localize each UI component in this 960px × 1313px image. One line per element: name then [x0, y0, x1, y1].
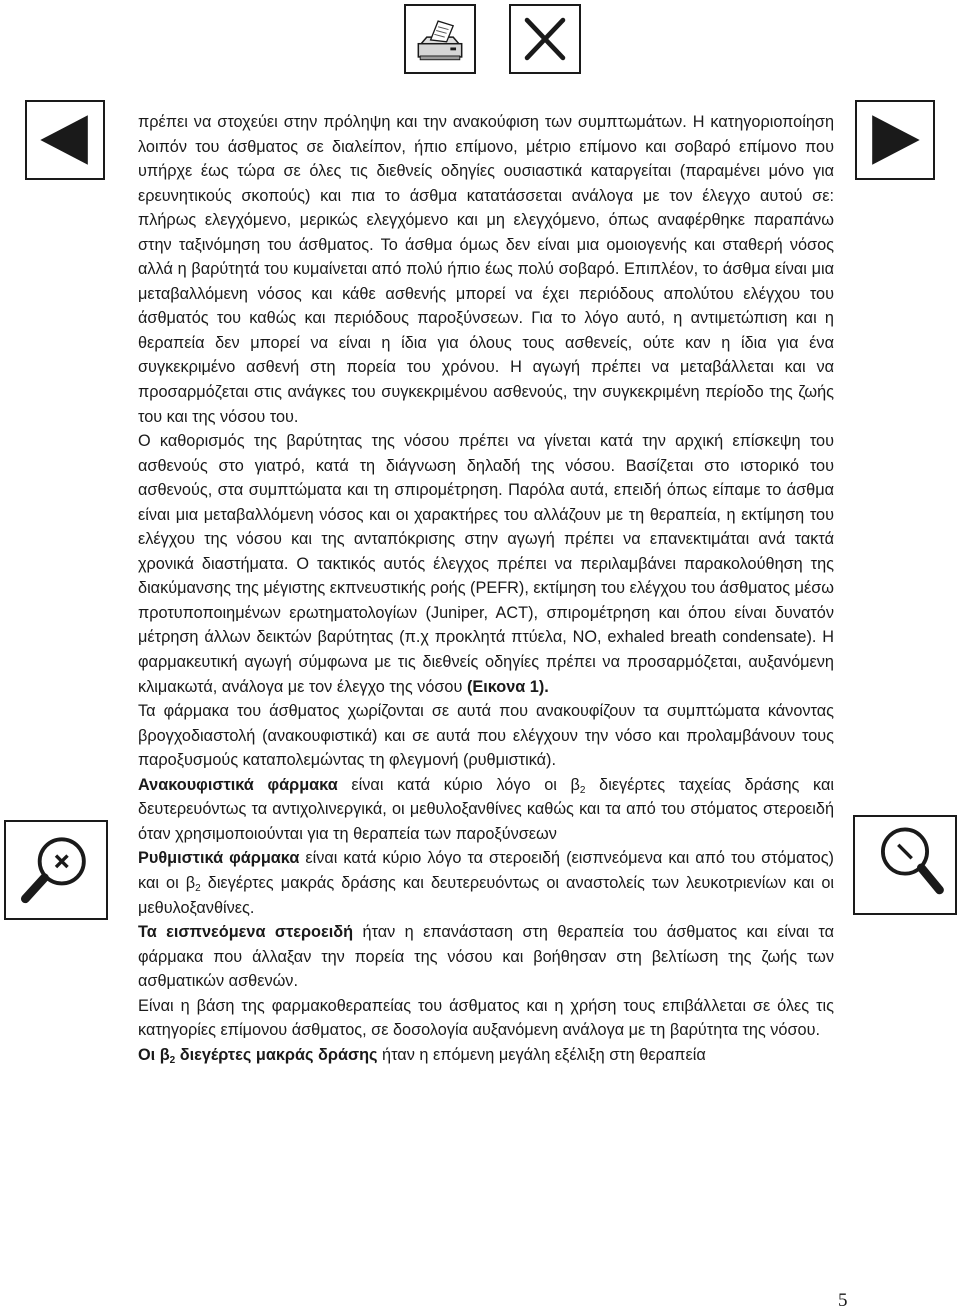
previous-page-button[interactable] — [25, 100, 105, 180]
inhaled-steroids-text: ήταν η επανάσταση στη θεραπεία του άσθματος και είναι τα φάρμακα που άλλαξαν την πορεία της νόσου και βοήθησαν στη βελτίωση της ζωής των ασθματικών ασθενών. — [138, 923, 834, 991]
controller-text-a: είναι κατά κύριο λόγο τα στεροειδή (εισπνεόμενα και από του στόματος) και οι β — [138, 849, 834, 892]
zoom-out-button[interactable] — [853, 815, 957, 915]
zoom-out-icon — [855, 817, 955, 913]
laba-text: ήταν η επόμενη μεγάλη εξέλιξη στη θεραπεία — [382, 1045, 706, 1064]
close-button[interactable] — [509, 4, 581, 74]
subscript-2: 2 — [195, 882, 201, 894]
next-page-button[interactable] — [855, 100, 935, 180]
reliever-text-b: διεγέρτες ταχείας δράσης και δευτερευόντως τα αντιχολινεργικά, οι μεθυλοξανθίνες καθώς και τα από του στόματος στεροειδή όταν χρησιμοποιούνται για τη θεραπεία των παροξύνσεων — [138, 775, 834, 843]
document-body — [138, 110, 834, 1067]
paragraph-treatment-goals: πρέπει να στοχεύει στην πρόληψη και την ανακούφιση των συμπτωμάτων. Η κατηγοριοποίηση λοιπόν του άσθματος σε διαλείπον, ήπιο επίμονο, μέτριο επίμονο και σοβαρό επίμονο που υπήρχε έως τώρα σε όλες τις διεθνείς οδηγίες ουσιαστικά καταργείται (παραμένει μόνο για ερευνητικούς σκοπούς) και πια το άσθμα κατατάσσεται ανάλογα με τον έλεγχο αυτού σε: πλήρως ελεγχόμενο, μερικώς ελεγχόμενο και μη ελεγχόμενο, όπως αναφέρθηκε παραπάνω στην ταξινόμηση του άσθματος. Το άσθμα όμως δεν είναι μια ομοιογενής και σταθερή νόσος αλλά η βαρύτητά του κυμαίνεται από πολύ ήπιο έως πολύ σοβαρό. Επιπλέον, το άσθμα είναι μια μεταβαλλόμενη νόσος και κάθε ασθενής μπορεί να έχει περιόδους απολύτου ελέγχου του άσθματός του καθώς και περιόδους παροξύνσεων. Για το λόγο αυτό, η αντιμετώπιση και η θεραπεία δεν μπορεί να είναι η ίδια για όλους τους ασθενείς, ούτε καν η ίδια για ένα συγκεκριμένο ασθενή στη πορεία του χρόνου. Η αγωγή πρέπει να μεταβάλλεται και να προσαρμόζεται στις ανάγκες του συγκεκριμένου ασθενούς, την συγκεκριμένη περίοδο της ζωής του και της νόσου του. — [138, 113, 834, 426]
page-number: 5 — [838, 1290, 848, 1311]
paragraph-steroid-basis: Είναι η βάση της φαρμακοθεραπείας του άσθματος και η χρήση τους επιβάλλεται σε όλες τις κατηγορίες επίμονου άσθματος, σε δοσολογία αυξανόμενη ανάλογα με τη βαρύτητα της νόσου. — [138, 996, 834, 1040]
close-icon — [511, 6, 579, 72]
laba-term — [138, 1046, 378, 1064]
figure-reference: (Εικονα 1). — [466, 677, 549, 696]
reliever-drugs-term: Ανακουφιστικά φάρμακα — [138, 775, 338, 794]
arrow-left-icon — [27, 102, 103, 178]
severity-text: Ο καθορισμός της βαρύτητας της νόσου πρέπει να γίνεται κατά την αρχική επίσκεψη του ασθενούς στο γιατρό, κατά τη διάγνωση δηλαδή της νόσου. Βασίζεται στο ιστορικό του ασθενούς, στα συμπτώματα και τη σπιρομέτρηση. Παρόλα αυτά, επειδή όπως είπαμε το άσθμα είναι μια μεταβαλλόμενη νόσος και οι χαρακτήρες του αλλάζουν με τη θεραπεία, η εκτίμηση του ελέγχου της νόσου και της ανταπόκρισης στην αγωγή πρέπει να επανεκτιμάται ανά τακτά χρονικά διαστήματα. Ο τακτικός αυτός έλεγχος πρέπει να περιλαμβάνει παρακολούθηση της διακύμανσης της μέγιστης εκπνευστικής ροής (PEFR), εκτίμηση του ελέγχου του άσθματος μέσω προτυποποιημένων ερωτηματολογίων (Juniper, ACT), σπιρομέτρηση και όπου είναι δυνατόν μέτρηση άλλων δεικτών βαρύτητας (π.χ προκλητά πτύελα, NO, exhaled breath condensate). Η φαρμακευτική αγωγή σύμφωνα με τις διεθνείς οδηγίες πρέπει να προσαρμόζεται, αυξανόμενη κλιμακωτά, ανάλογα με τον έλεγχο της νόσου — [138, 432, 834, 696]
laba-term-a: Οι β — [138, 1045, 170, 1064]
print-button[interactable] — [404, 4, 476, 74]
arrow-right-icon — [857, 102, 933, 178]
controller-text-b: διεγέρτες μακράς δράσης και δευτερευόντως οι αναστολείς των λευκοτριενίων και οι μεθυλοξανθίνες. — [138, 873, 835, 917]
inhaled-steroids-term: Τα εισπνεόμενα στεροειδή — [138, 923, 354, 942]
reliever-text-a: είναι κατά κύριο λόγο οι β — [351, 775, 580, 794]
paragraph-laba — [138, 1043, 834, 1068]
paragraph-reliever-drugs — [138, 773, 834, 847]
paragraph-drug-classes: Τα φάρμακα του άσθματος χωρίζονται σε αυτά που ανακουφίζουν τα συμπτώματα κάνοντας βρογχοδιαστολή (ανακουφιστικά) και σε αυτά που ελέγχουν την νόσο και προλαμβάνουν τους παροξυσμούς καταπολεμώντας τη φλεγμονή (ρυθμιστικά). — [138, 702, 834, 770]
paragraph-controller-drugs — [138, 846, 834, 920]
subscript-2: 2 — [169, 1054, 176, 1066]
paragraph-inhaled-steroids — [138, 920, 834, 994]
zoom-in-button[interactable] — [4, 820, 108, 920]
laba-term-b: διεγέρτες μακράς δράσης — [179, 1045, 378, 1064]
printer-icon — [406, 6, 474, 72]
paragraph-severity-assessment — [138, 429, 834, 699]
subscript-2: 2 — [579, 784, 586, 796]
zoom-in-icon — [6, 822, 106, 918]
controller-drugs-term: Ρυθμιστικά φάρμακα — [138, 849, 300, 868]
